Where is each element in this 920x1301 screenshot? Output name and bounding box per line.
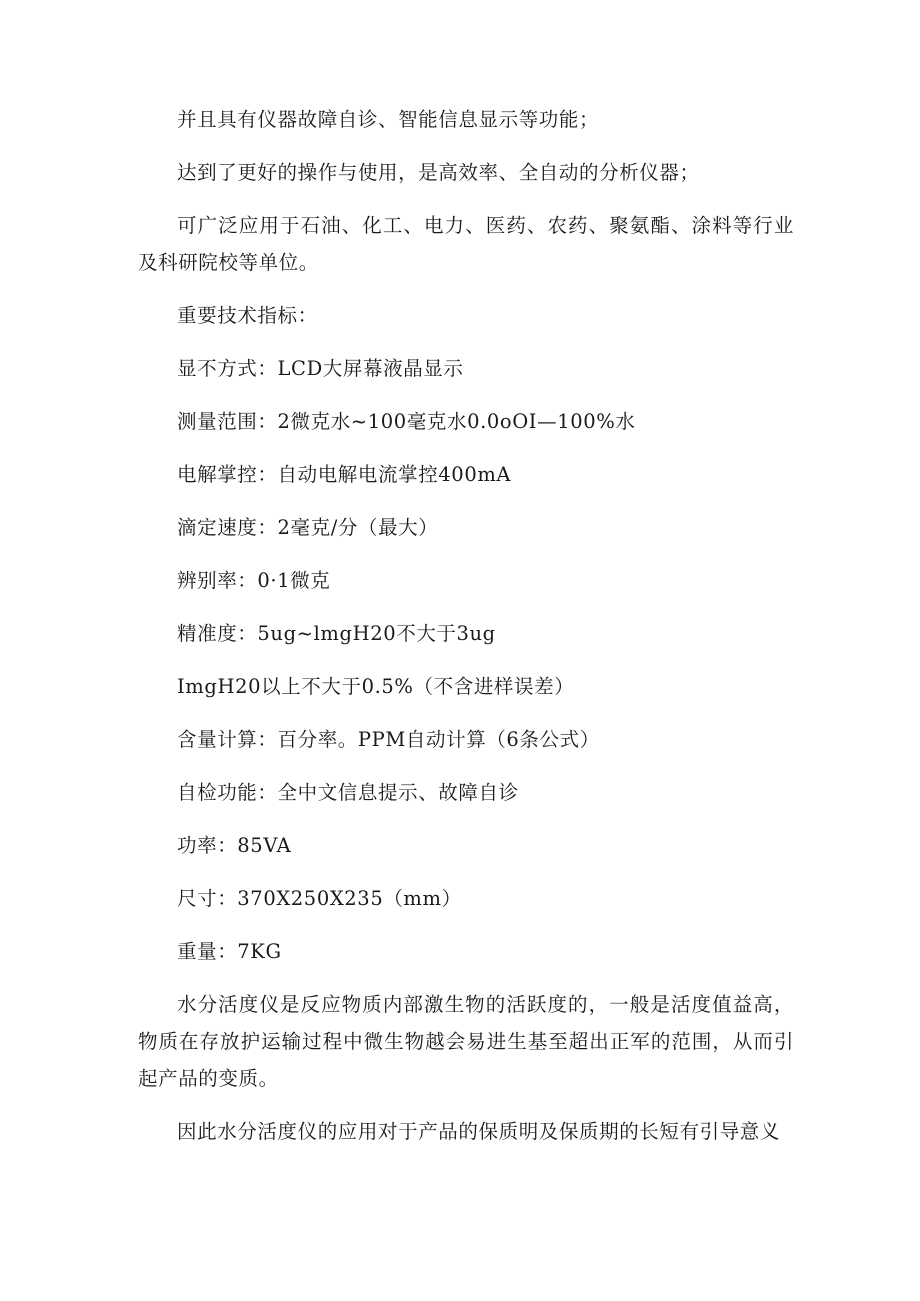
spec-accuracy: 精准度：5ug~lmgH20不大于3ug: [177, 622, 496, 645]
spec-titration-speed: 滴定速度：2毫克/分（最大）: [177, 516, 439, 539]
spec-power: 功率：85VA: [177, 834, 292, 857]
document-body: [138, 101, 794, 1150]
spec-self-check: 自检功能：全中文信息提示、故障自诊: [177, 781, 519, 804]
spec-range: 测量范围：2微克水~100毫克水0.0oOI—100%水: [177, 410, 636, 433]
spec-calculation: 含量计算：百分率。PPM自动计算（6条公式）: [177, 728, 600, 751]
spec-display: 显不方式：LCD大屏幕液晶显示: [177, 357, 464, 380]
paragraph-spec-heading: 重要技术指标：: [177, 304, 318, 327]
spec-electrolysis: 电解掌控：自动电解电流掌控400mA: [177, 463, 512, 486]
spec-accuracy-high: ImgH20以上不大于0.5%（不含进样误差）: [177, 675, 575, 698]
paragraph-significance: 因此水分活度仪的应用对于产品的保质明及保质期的长短有引导意义: [177, 1120, 781, 1143]
spec-dimensions: 尺寸：370X250X235（mm）: [177, 887, 462, 910]
paragraph-features: 并且具有仪器故障自诊、智能信息显示等功能；: [177, 108, 600, 131]
paragraph-water-activity: 水分活度仪是反应物质内部激生物的活跃度的，一般是活度值益高，物质在存放护运输过程中微生物越会易进生基至超出正军的范围，从而引起产品的变质。: [138, 993, 794, 1090]
paragraph-applications: 可广泛应用于石油、化工、电力、医药、农药、聚氨酯、涂料等行业及科研院校等单位。: [138, 214, 794, 274]
paragraph-operation: 达到了更好的操作与使用，是高效率、全自动的分析仪器；: [177, 161, 700, 184]
spec-weight: 重量：7KG: [177, 940, 282, 963]
spec-resolution: 辨别率：0·1微克: [177, 569, 331, 592]
